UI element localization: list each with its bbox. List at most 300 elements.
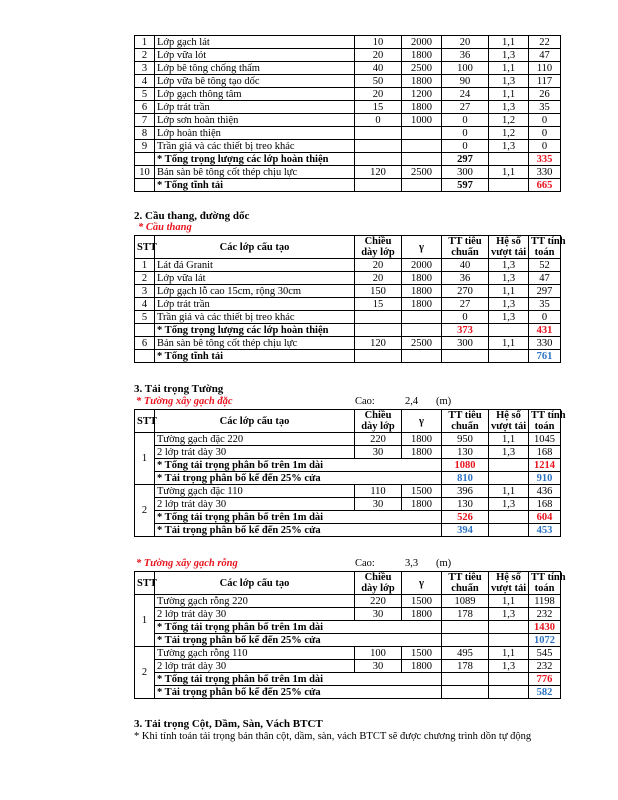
row-overload-factor: 1,3	[489, 660, 529, 673]
solid-height-unit: (m)	[436, 396, 452, 407]
col-stt-text: STT	[137, 415, 157, 427]
col-density-text: γ	[419, 577, 424, 589]
col-layers-text: Các lớp cấu tạo	[219, 415, 290, 427]
row-standard-load: 495	[442, 647, 489, 660]
summary-standard-load: 373	[442, 324, 489, 337]
table-row	[135, 285, 561, 298]
summary-factor	[489, 324, 529, 337]
col-design-load-line1: TT tính	[531, 410, 566, 421]
col-overload-factor	[489, 410, 529, 433]
summary-row	[135, 524, 561, 537]
row-name: Tường gạch đặc 110	[155, 485, 355, 498]
row-design-load: 26	[529, 88, 561, 101]
row-name: Lớp hoàn thiện	[155, 127, 355, 140]
row-stt: 3	[135, 62, 155, 75]
row-design-load: 0	[529, 140, 561, 153]
row-thickness: 15	[355, 101, 402, 114]
hollow-brick-header	[135, 572, 566, 595]
summary-row	[135, 153, 561, 166]
row-density: 2500	[402, 166, 442, 179]
row-standard-load: 27	[442, 298, 489, 311]
col-standard-load	[442, 572, 489, 595]
row-name: 2 lớp trát dày 30	[155, 498, 355, 511]
row-overload-factor: 1,1	[489, 595, 529, 608]
row-density: 1800	[402, 498, 442, 511]
summary-row	[135, 324, 561, 337]
group-stt: 2	[135, 647, 155, 699]
col-layers-text: Các lớp cấu tạo	[219, 577, 290, 589]
table-row	[135, 298, 561, 311]
row-density: 2500	[402, 62, 442, 75]
row-design-load: 0	[529, 114, 561, 127]
finish-layers-table	[134, 35, 561, 192]
row-standard-load: 300	[442, 166, 489, 179]
row-overload-factor: 1,3	[489, 446, 529, 459]
summary-factor	[489, 153, 529, 166]
row-standard-load: 130	[442, 446, 489, 459]
row-design-load: 297	[529, 285, 561, 298]
row-density: 1800	[402, 285, 442, 298]
summary-design-load: 431	[529, 324, 561, 337]
summary-standard-load: 1080	[442, 459, 489, 472]
table-row	[135, 101, 561, 114]
row-name: Lớp vữa lát	[155, 272, 355, 285]
solid-brick-header	[135, 410, 566, 433]
table-row	[135, 114, 561, 127]
header-row	[135, 236, 561, 259]
hollow-height-value: 3,3	[405, 558, 419, 569]
row-standard-load: 100	[442, 62, 489, 75]
col-design-load-line2: toán	[534, 583, 555, 594]
row-name: 2 lớp trát dày 30	[155, 446, 355, 459]
summary-row	[135, 350, 561, 363]
summary-standard-load: 526	[442, 511, 489, 524]
row-density: 1800	[402, 101, 442, 114]
col-density-text: γ	[419, 415, 424, 427]
col-design-load	[529, 410, 566, 433]
row-design-load: 52	[529, 259, 561, 272]
table-row	[135, 166, 561, 179]
subtitle-hollow-brick: * Tường xây gạch rỗng	[136, 558, 238, 569]
row-stt: 8	[135, 127, 155, 140]
row-thickness: 30	[355, 660, 402, 673]
table-row	[135, 485, 561, 498]
summary-standard-load: 394	[442, 524, 489, 537]
col-design-load-line2: toán	[534, 421, 555, 432]
row-overload-factor: 1,2	[489, 114, 529, 127]
col-layers	[155, 236, 355, 259]
summary-label: * Tải trọng phân bố kể đến 25% cửa	[155, 524, 442, 537]
summary-density	[402, 153, 442, 166]
col-standard-load-line1: TT tiêu	[448, 572, 482, 583]
hollow-height-label: Cao:	[355, 558, 375, 569]
row-thickness: 10	[355, 36, 402, 49]
solid-height-label: Cao:	[355, 396, 375, 407]
col-overload-factor-line2: vượt tải	[491, 583, 527, 594]
row-standard-load: 300	[442, 337, 489, 350]
row-name: Tường gạch rỗng 110	[155, 647, 355, 660]
summary-factor	[489, 459, 529, 472]
col-thickness-line1: Chiều	[364, 572, 392, 583]
summary-standard-load: 297	[442, 153, 489, 166]
col-design-load-line2: toán	[534, 247, 555, 258]
row-design-load: 0	[529, 127, 561, 140]
row-overload-factor: 1,1	[489, 88, 529, 101]
col-standard-load-line2: chuẩn	[451, 247, 479, 258]
row-standard-load: 20	[442, 36, 489, 49]
row-standard-load: 130	[442, 498, 489, 511]
row-overload-factor: 1,3	[489, 498, 529, 511]
row-density: 1200	[402, 88, 442, 101]
col-standard-load	[442, 236, 489, 259]
summary-thickness	[355, 324, 402, 337]
table-row	[135, 75, 561, 88]
summary-label: * Tải trọng phân bố kể đến 25% cửa	[155, 634, 442, 647]
col-design-load-line1: TT tính	[531, 236, 566, 247]
row-stt	[135, 179, 155, 192]
structural-note: * Khi tính toán tải trọng bản thân cột, dầm, sàn, vách BTCT sẽ được chương trình dồn tự động	[134, 731, 532, 742]
table-row	[135, 660, 561, 673]
row-design-load: 545	[529, 647, 561, 660]
summary-standard-load	[442, 686, 489, 699]
row-name: Lớp gạch lát	[155, 36, 355, 49]
row-overload-factor: 1,3	[489, 608, 529, 621]
summary-design-load: 1430	[529, 621, 561, 634]
row-thickness: 220	[355, 595, 402, 608]
row-density: 1000	[402, 114, 442, 127]
row-standard-load: 90	[442, 75, 489, 88]
row-name: Lớp vữa lót	[155, 49, 355, 62]
row-design-load: 168	[529, 446, 561, 459]
row-overload-factor: 1,3	[489, 101, 529, 114]
row-standard-load: 178	[442, 660, 489, 673]
summary-label: * Tổng tải trọng phân bố trên 1m dài	[155, 621, 442, 634]
row-thickness: 40	[355, 62, 402, 75]
row-density: 1800	[402, 272, 442, 285]
row-overload-factor: 1,1	[489, 285, 529, 298]
col-stt-text: STT	[137, 577, 157, 589]
col-thickness-line1: Chiều	[364, 236, 392, 247]
table-row	[135, 311, 561, 324]
summary-factor	[489, 686, 529, 699]
table-row	[135, 595, 561, 608]
col-thickness-line2: dày lớp	[361, 247, 395, 258]
row-overload-factor: 1,3	[489, 311, 529, 324]
col-design-load-line1: TT tính	[531, 572, 566, 583]
row-name: Lớp vữa bê tông tạo dốc	[155, 75, 355, 88]
row-overload-factor: 1,3	[489, 75, 529, 88]
col-thickness	[355, 572, 402, 595]
row-standard-load: 0	[442, 114, 489, 127]
solid-height-value: 2,4	[405, 396, 419, 407]
summary-thickness	[355, 350, 402, 363]
row-thickness: 110	[355, 485, 402, 498]
row-name: Lớp trát trần	[155, 101, 355, 114]
row-overload-factor: 1,3	[489, 272, 529, 285]
row-name: Lát đá Granit	[155, 259, 355, 272]
col-overload-factor-line2: vượt tải	[491, 247, 527, 258]
table-row	[135, 62, 561, 75]
row-overload-factor: 1,3	[489, 49, 529, 62]
summary-density	[402, 350, 442, 363]
row-standard-load: 36	[442, 272, 489, 285]
group-stt: 1	[135, 595, 155, 647]
row-name: Trần giả và các thiết bị treo khác	[155, 311, 355, 324]
row-design-load: 0	[529, 311, 561, 324]
col-layers	[155, 572, 355, 595]
row-standard-load: 1089	[442, 595, 489, 608]
row-design-load: 117	[529, 75, 561, 88]
row-thickness: 20	[355, 272, 402, 285]
row-standard-load: 270	[442, 285, 489, 298]
summary-standard-load: 597	[442, 179, 489, 192]
row-thickness: 30	[355, 446, 402, 459]
stairs-table	[134, 235, 566, 363]
row-stt: 7	[135, 114, 155, 127]
row-design-load: 35	[529, 298, 561, 311]
row-stt: 6	[135, 101, 155, 114]
row-standard-load: 178	[442, 608, 489, 621]
row-density: 2000	[402, 259, 442, 272]
solid-brick-body	[135, 433, 561, 537]
row-standard-load: 0	[442, 127, 489, 140]
row-density	[402, 140, 442, 153]
table-row	[135, 140, 561, 153]
summary-factor	[489, 673, 529, 686]
col-thickness-line2: dày lớp	[361, 583, 395, 594]
row-density: 1500	[402, 595, 442, 608]
subtitle-stairs: * Cầu thang	[138, 222, 192, 233]
row-stt: 1	[135, 36, 155, 49]
row-thickness	[355, 127, 402, 140]
row-overload-factor: 1,2	[489, 127, 529, 140]
summary-standard-load	[442, 621, 489, 634]
row-stt: 5	[135, 311, 155, 324]
col-thickness	[355, 410, 402, 433]
col-standard-load-line1: TT tiêu	[448, 410, 482, 421]
table-row	[135, 49, 561, 62]
row-design-load: 47	[529, 49, 561, 62]
summary-thickness	[355, 179, 402, 192]
row-thickness: 220	[355, 433, 402, 446]
summary-density	[402, 179, 442, 192]
row-name: Bản sàn bê tông cốt thép chịu lực	[155, 337, 355, 350]
row-overload-factor: 1,1	[489, 337, 529, 350]
col-overload-factor-line1: Hệ số	[496, 572, 521, 583]
col-stt	[135, 236, 155, 259]
row-name: 2 lớp trát dày 30	[155, 660, 355, 673]
row-standard-load: 40	[442, 259, 489, 272]
row-stt	[135, 153, 155, 166]
col-density	[402, 236, 442, 259]
row-design-load: 1198	[529, 595, 561, 608]
subtitle-solid-brick: * Tường xây gạch đặc	[136, 396, 233, 407]
row-thickness: 50	[355, 75, 402, 88]
row-density: 1800	[402, 660, 442, 673]
col-stt	[135, 410, 155, 433]
table-row	[135, 259, 561, 272]
row-standard-load: 27	[442, 101, 489, 114]
row-stt: 2	[135, 49, 155, 62]
row-density: 1800	[402, 75, 442, 88]
section-title-walls: 3. Tải trọng Tường	[134, 383, 224, 395]
row-thickness: 20	[355, 49, 402, 62]
col-standard-load-line2: chuẩn	[451, 421, 479, 432]
row-design-load: 1045	[529, 433, 561, 446]
row-thickness: 120	[355, 337, 402, 350]
row-density: 1800	[402, 608, 442, 621]
summary-label: * Tổng trọng lượng các lớp hoàn thiện	[155, 153, 355, 166]
col-thickness-line2: dày lớp	[361, 421, 395, 432]
table-row	[135, 498, 561, 511]
row-overload-factor: 1,1	[489, 166, 529, 179]
group-stt: 1	[135, 433, 155, 485]
summary-design-load: 1214	[529, 459, 561, 472]
summary-factor	[489, 621, 529, 634]
row-thickness: 20	[355, 259, 402, 272]
row-standard-load: 36	[442, 49, 489, 62]
row-name: Tường gạch rỗng 220	[155, 595, 355, 608]
hollow-brick-body	[135, 595, 561, 699]
row-overload-factor: 1,1	[489, 62, 529, 75]
row-density: 1800	[402, 446, 442, 459]
col-stt	[135, 572, 155, 595]
row-design-load: 436	[529, 485, 561, 498]
col-overload-factor-line1: Hệ số	[496, 236, 521, 247]
row-thickness	[355, 140, 402, 153]
summary-density	[402, 324, 442, 337]
row-density: 1500	[402, 647, 442, 660]
col-density-text: γ	[419, 241, 424, 253]
summary-standard-load	[442, 634, 489, 647]
table-row	[135, 272, 561, 285]
summary-label: * Tổng tĩnh tải	[155, 350, 355, 363]
summary-thickness	[355, 153, 402, 166]
row-stt: 10	[135, 166, 155, 179]
summary-row	[135, 472, 561, 485]
row-overload-factor: 1,1	[489, 485, 529, 498]
col-layers-text: Các lớp cấu tạo	[219, 241, 290, 253]
row-density: 1500	[402, 485, 442, 498]
summary-design-load: 665	[529, 179, 561, 192]
row-design-load: 232	[529, 608, 561, 621]
table-row	[135, 127, 561, 140]
summary-design-load: 453	[529, 524, 561, 537]
row-stt: 1	[135, 259, 155, 272]
summary-design-load: 604	[529, 511, 561, 524]
hollow-height-unit: (m)	[436, 558, 452, 569]
row-overload-factor: 1,3	[489, 140, 529, 153]
row-design-load: 35	[529, 101, 561, 114]
summary-label: * Tổng tĩnh tải	[155, 179, 355, 192]
table-row	[135, 337, 561, 350]
table-row	[135, 446, 561, 459]
summary-label: * Tổng tải trọng phân bố trên 1m dài	[155, 673, 442, 686]
summary-factor	[489, 350, 529, 363]
row-density: 1800	[402, 298, 442, 311]
summary-design-load: 1072	[529, 634, 561, 647]
col-standard-load-line1: TT tiêu	[448, 236, 482, 247]
row-thickness: 30	[355, 608, 402, 621]
summary-row	[135, 621, 561, 634]
group-stt: 2	[135, 485, 155, 537]
col-standard-load	[442, 410, 489, 433]
row-design-load: 232	[529, 660, 561, 673]
summary-factor	[489, 179, 529, 192]
table-row	[135, 36, 561, 49]
row-name: Lớp trát trần	[155, 298, 355, 311]
summary-factor	[489, 634, 529, 647]
table-row	[135, 608, 561, 621]
col-thickness	[355, 236, 402, 259]
row-thickness	[355, 311, 402, 324]
row-overload-factor: 1,1	[489, 433, 529, 446]
summary-label: * Tải trọng phân bố kể đến 25% cửa	[155, 472, 442, 485]
summary-factor	[489, 472, 529, 485]
summary-row	[135, 511, 561, 524]
row-overload-factor: 1,1	[489, 36, 529, 49]
row-density: 1800	[402, 433, 442, 446]
row-name: Lớp sơn hoàn thiện	[155, 114, 355, 127]
header-row	[135, 410, 561, 433]
summary-row	[135, 673, 561, 686]
table-row	[135, 88, 561, 101]
section-title-structural: 3. Tải trọng Cột, Dầm, Sàn, Vách BTCT	[134, 718, 323, 730]
summary-design-load: 910	[529, 472, 561, 485]
summary-label: * Tổng trọng lượng các lớp hoàn thiện	[155, 324, 355, 337]
col-density	[402, 572, 442, 595]
row-thickness: 30	[355, 498, 402, 511]
solid-brick-table	[134, 409, 566, 537]
col-overload-factor-line2: vượt tải	[491, 421, 527, 432]
row-thickness: 100	[355, 647, 402, 660]
row-standard-load: 24	[442, 88, 489, 101]
row-thickness: 20	[355, 88, 402, 101]
section-title-stairs: 2. Cầu thang, đường dốc	[134, 210, 250, 222]
row-name: Bản sàn bê tông cốt thép chịu lực	[155, 166, 355, 179]
row-density: 1800	[402, 49, 442, 62]
row-design-load: 47	[529, 272, 561, 285]
row-stt: 9	[135, 140, 155, 153]
summary-design-load: 335	[529, 153, 561, 166]
summary-standard-load	[442, 350, 489, 363]
col-overload-factor	[489, 572, 529, 595]
hollow-brick-table	[134, 571, 566, 699]
col-overload-factor-line1: Hệ số	[496, 410, 521, 421]
summary-label: * Tải trọng phân bố kể đến 25% cửa	[155, 686, 442, 699]
row-design-load: 22	[529, 36, 561, 49]
row-thickness: 150	[355, 285, 402, 298]
row-overload-factor: 1,1	[489, 647, 529, 660]
stairs-header	[135, 236, 566, 259]
stairs-body	[135, 259, 561, 363]
summary-row	[135, 634, 561, 647]
row-standard-load: 950	[442, 433, 489, 446]
row-stt: 2	[135, 272, 155, 285]
row-density: 2500	[402, 337, 442, 350]
row-standard-load: 0	[442, 311, 489, 324]
row-thickness: 15	[355, 298, 402, 311]
row-name: Lớp bê tông chống thấm	[155, 62, 355, 75]
row-standard-load: 396	[442, 485, 489, 498]
row-thickness: 120	[355, 166, 402, 179]
summary-design-load: 761	[529, 350, 561, 363]
col-layers	[155, 410, 355, 433]
col-design-load	[529, 236, 566, 259]
row-name: Trần giả và các thiết bị treo khác	[155, 140, 355, 153]
row-stt	[135, 324, 155, 337]
row-stt	[135, 350, 155, 363]
